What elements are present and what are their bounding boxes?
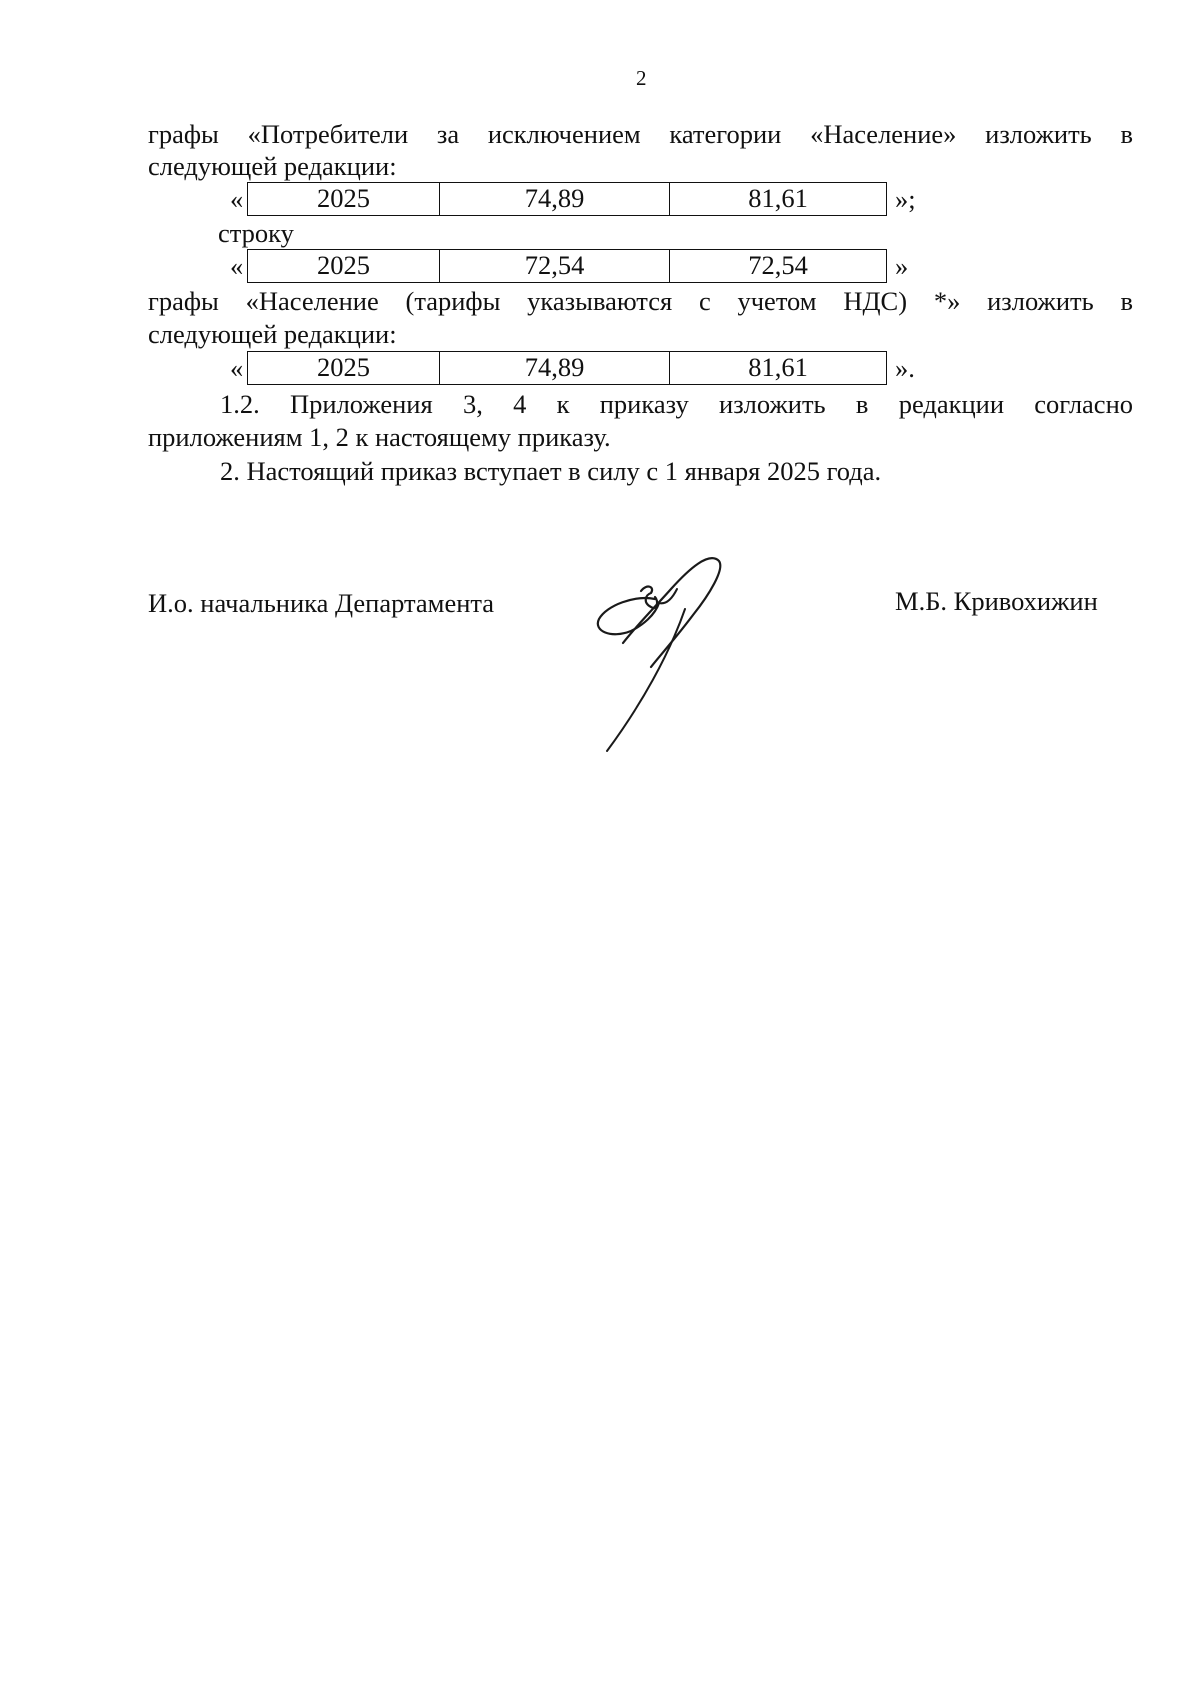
signatory-name: М.Б. Кривохижин xyxy=(895,586,1098,616)
paragraph-line: приложениям 1, 2 к настоящему приказу. xyxy=(148,422,611,452)
value-cell: 74,89 xyxy=(440,183,670,215)
paragraph-line: следующей редакции: xyxy=(148,319,397,349)
handwritten-signature xyxy=(585,555,755,755)
tariff-table xyxy=(247,249,887,283)
quote-close: ». xyxy=(895,353,915,383)
year-cell: 2025 xyxy=(248,352,440,384)
paragraph-line: строку xyxy=(218,218,294,248)
value-cell: 81,61 xyxy=(748,352,808,382)
value-cell: 74,89 xyxy=(440,352,670,384)
quote-close: » xyxy=(895,251,909,281)
paragraph-line: 2. Настоящий приказ вступает в силу с 1 января 2025 года. xyxy=(220,456,882,486)
quote-open: « xyxy=(230,184,244,214)
page-number: 2 xyxy=(636,66,647,90)
paragraph-line: графы «Население (тарифы указываются с учетом НДС) *» изложить в xyxy=(148,286,1133,316)
tariff-table xyxy=(247,182,887,216)
paragraph-line: следующей редакции: xyxy=(148,151,397,181)
year-cell: 2025 xyxy=(248,183,440,215)
signatory-position: И.о. начальника Департамента xyxy=(148,588,495,618)
value-cell: 72,54 xyxy=(440,250,670,282)
quote-open: « xyxy=(230,251,244,281)
quote-open: « xyxy=(230,353,244,383)
value-cell: 81,61 xyxy=(748,183,808,213)
value-cell: 72,54 xyxy=(748,250,808,280)
tariff-table xyxy=(247,351,887,385)
paragraph-line: 1.2. Приложения 3, 4 к приказу изложить в редакции согласно xyxy=(220,389,1133,419)
quote-close: »; xyxy=(895,184,916,214)
paragraph-line: графы «Потребители за исключением категории «Население» изложить в xyxy=(148,119,1133,149)
year-cell: 2025 xyxy=(248,250,440,282)
